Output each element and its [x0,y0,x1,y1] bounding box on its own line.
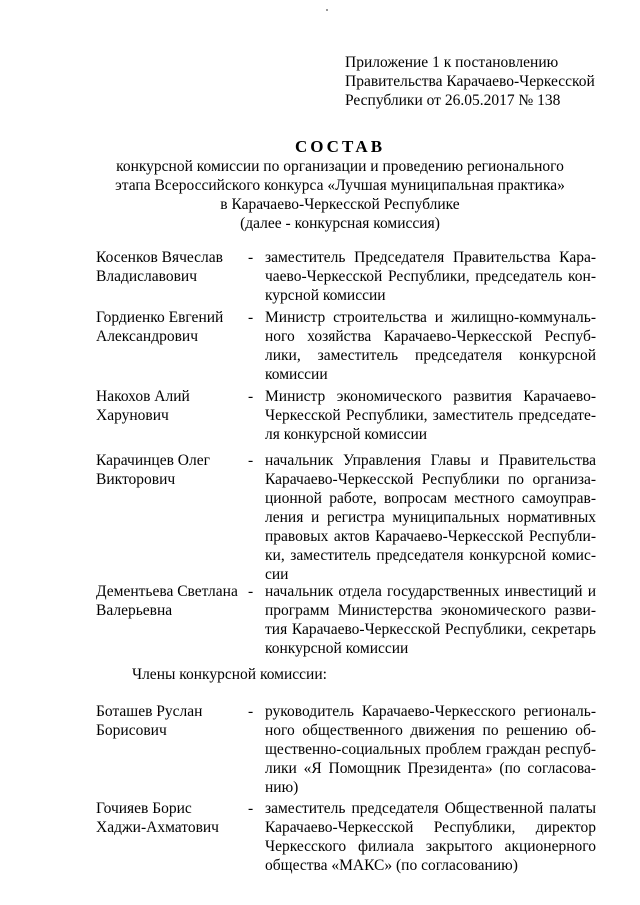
subtitle-line: в Карачаево-Черкесской Республике [220,196,460,213]
appendix-line: Республики от 26.05.2017 № 138 [345,92,561,109]
member-role: руководитель Карачаево-Черкесского региональ- ного общественного движения по решению об- щественно-социальных проблем граждан респуб- лики «Я Помощник Президента» (по согласова- нию) [265,703,596,796]
member-name: Косенков Вячеслав Владиславович [96,249,223,285]
member-role: заместитель председателя Общественной палаты Карачаево-Черкесской Республики, директор Черкесского филиала закрытого акционерного общества «МАКС» (по согласованию) [265,800,596,874]
member-role: начальник Управления Главы и Правительства Карачаево-Черкесской Республики по организа- ционной работе, вопросам местного самоуправ- ления и регистра муниципальных нормативных правовых актов Карачаево-Черкесской Республи- ки, заместитель председателя конкурсной комис- сии [265,452,596,583]
title-block [60,137,620,233]
member-name: Гочияев Борис Хаджи-Ахматович [96,800,219,836]
appendix-reference [345,53,605,110]
member-dash: - [248,800,254,817]
appendix-line: Приложение 1 к постановлению [345,54,559,71]
members-heading: Члены конкурсной комиссии: [132,666,327,683]
member-role: Министр экономического развития Карачаево- Черкесской Республики, заместитель председате- ля конкурсной комиссии [265,388,596,443]
member-dash: - [248,388,254,405]
subtitle-line: этапа Всероссийского конкурса «Лучшая муниципальная практика» [115,177,565,194]
member-role: начальник отдела государственных инвестиций и программ Министерства экономического разви- тия Карачаево-Черкесской Республики, секретарь конкурсной комиссии [265,583,596,657]
scan-speck [326,9,328,11]
member-role: Министр строительства и жилищно-коммуналь- ного хозяйства Карачаево-Черкесской Респуб- лики, заместитель председателя конкурсной комиссии [265,309,596,383]
member-dash: - [248,583,254,600]
member-dash: - [248,309,254,326]
appendix-line: Правительства Карачаево-Черкесской [345,73,595,90]
member-dash: - [248,703,254,720]
member-name: Боташев Руслан Борисович [96,703,203,739]
document-title: СОСТАВ [294,137,386,156]
member-role: заместитель Председателя Правительства Кара- чаево-Черкесской Республики, председатель кон- курсной комиссии [265,249,596,304]
member-dash: - [248,452,254,469]
subtitle-line: конкурсной комиссии по организации и проведению регионального [116,158,564,175]
member-name: Карачинцев Олег Викторович [96,452,210,488]
member-dash: - [248,249,254,266]
member-name: Накохов Алий Харунович [96,388,190,424]
subtitle-line: (далее - конкурсная комиссия) [240,215,440,232]
member-name: Гордиенко Евгений Александрович [96,309,224,345]
member-name: Дементьева Светлана Валерьевна [96,583,238,619]
